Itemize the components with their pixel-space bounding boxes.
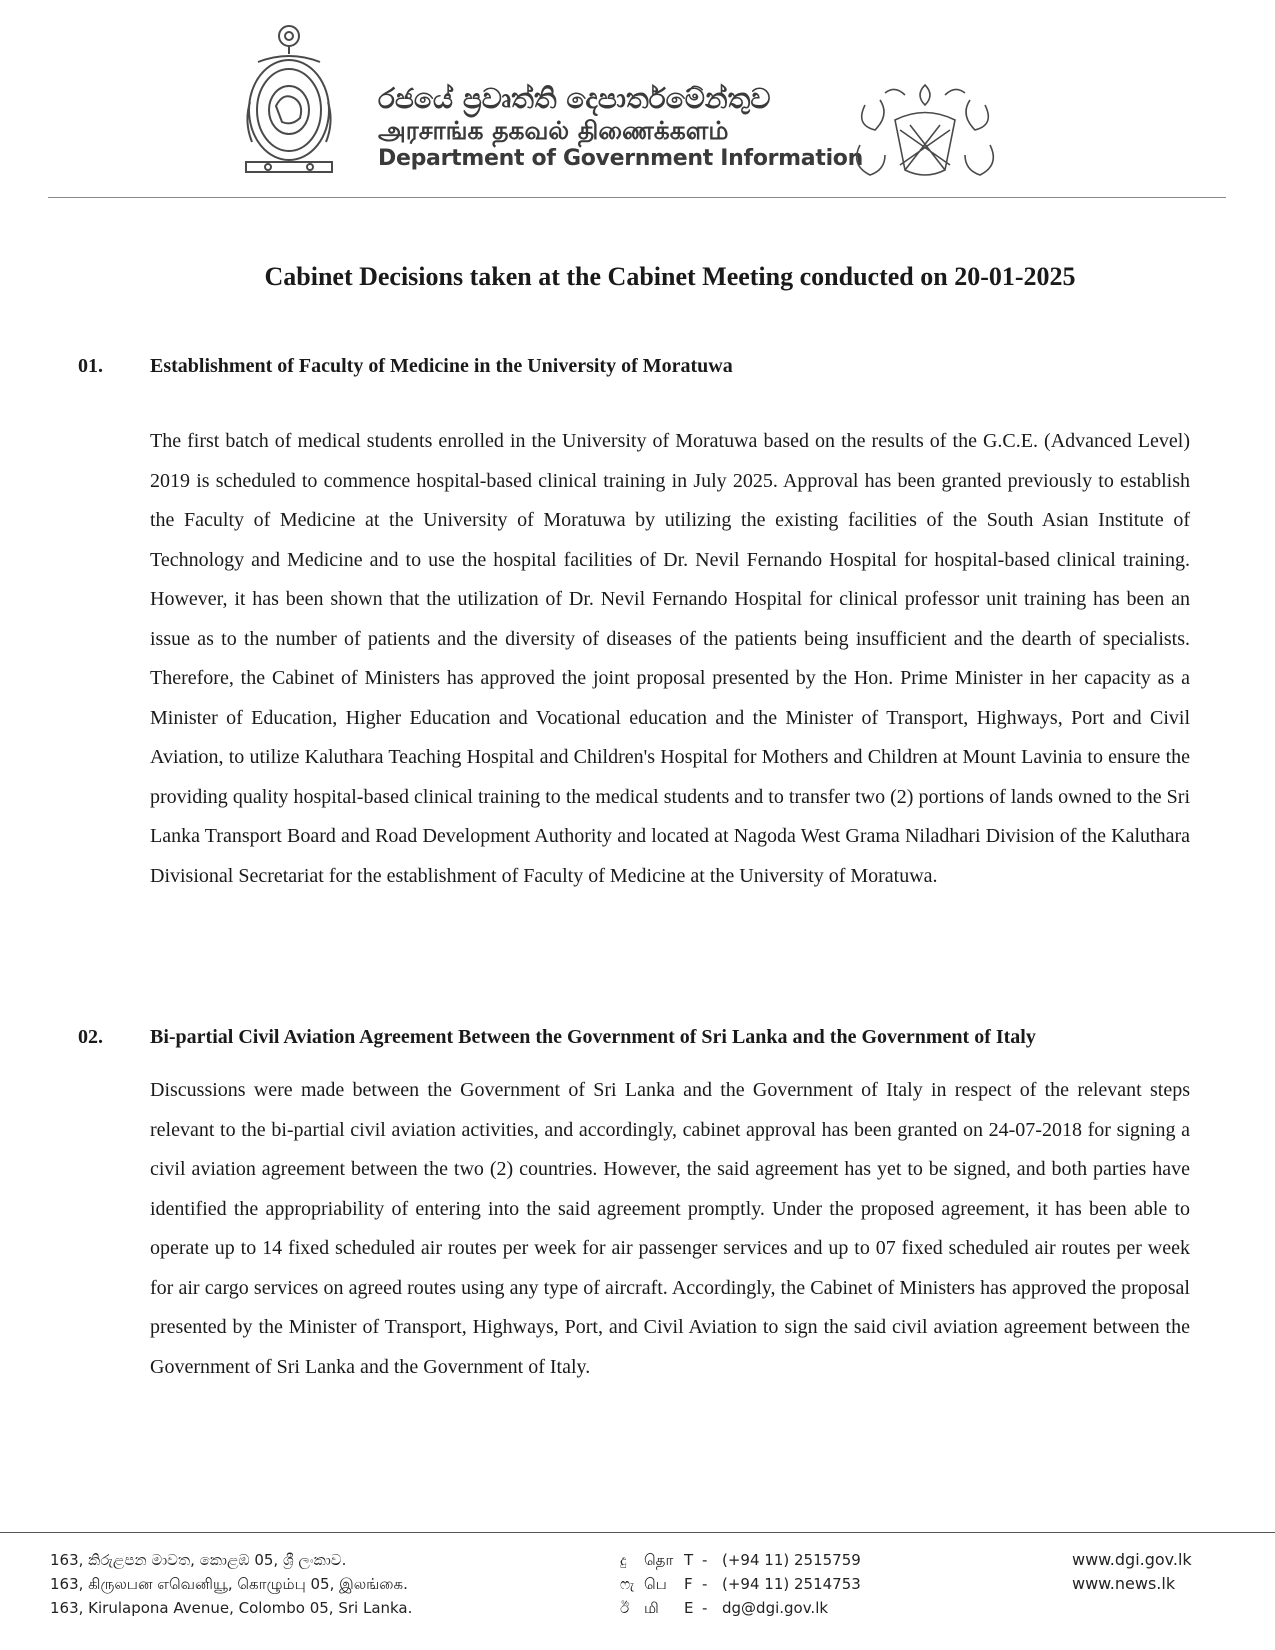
contact-label-sinhala: ඊ (620, 1599, 630, 1617)
section-body: Discussions were made between the Government of Sri Lanka and the Government of Italy in respect of the relevant steps relevant to the bi-partial civil aviation activities, and accordingly, cabinet approval has been granted on 24-07-2018 for signing a civil aviation agreement between the two (2) countries. However, the said agreement has yet to be signed, and both parties have identified the appropriability of entering into the said agreement promptly. Under the proposed agreement, it has been able to operate up to 14 fixed scheduled air routes per week for air passenger services and up to 07 fixed scheduled air routes per week for air cargo services on agreed routes using any type of aircraft. Accordingly, the Cabinet of Ministers has approved the proposal presented by the Minister of Transport, Highways, Port, and Civil Aviation to sign the said civil aviation agreement between the Government of Sri Lanka and the Government of Italy. (150, 1079, 1190, 1378)
contact-label-tamil: மி (644, 1599, 659, 1617)
department-name-sinhala: රජයේ ප්‍රවෘත්ති දෙපාර්තමේන්තුව (378, 82, 771, 115)
contact-email: ඊ மி E - dg@dgi.gov.lk (620, 1596, 920, 1620)
contact-label-english: T (684, 1551, 694, 1569)
decorative-ornament-icon (845, 75, 1005, 185)
contact-label-tamil: பெ (644, 1575, 667, 1593)
footer-contacts (620, 1548, 920, 1620)
sri-lanka-emblem-icon (238, 22, 340, 182)
contact-label-english: F (684, 1575, 693, 1593)
contact-label-sinhala: ෆැ (620, 1575, 635, 1593)
address-english: 163, Kirulapona Avenue, Colombo 05, Sri Lanka. (50, 1599, 413, 1617)
department-names (378, 82, 863, 172)
department-name-english: Department of Government Information (378, 145, 863, 171)
footer-address (50, 1548, 490, 1620)
contact-label-tamil: தொ (644, 1551, 674, 1569)
header-divider (48, 197, 1226, 198)
footer-divider (0, 1532, 1275, 1533)
address-tamil: 163, கிருலபன எவெனியூ, கொழும்பு 05, இலங்கை. (50, 1575, 408, 1593)
address-sinhala: 163, කිරුළපන මාවත, කොළඹ 05, ශ්‍රී ලංකාව. (50, 1551, 347, 1569)
section-heading: Establishment of Faculty of Medicine in the University of Moratuwa (150, 355, 733, 377)
telephone-number: (+94 11) 2515759 (722, 1551, 861, 1569)
contact-label-english: E (684, 1599, 694, 1617)
page-title: Cabinet Decisions taken at the Cabinet Meeting conducted on 20-01-2025 (264, 262, 1076, 291)
section-heading: Bi-partial Civil Aviation Agreement Between the Government of Sri Lanka and the Government of Italy (150, 1026, 1036, 1048)
footer-websites (1072, 1548, 1212, 1596)
email-address: dg@dgi.gov.lk (722, 1599, 829, 1617)
fax-number: (+94 11) 2514753 (722, 1575, 861, 1593)
contact-fax: ෆැ பெ F - (+94 11) 2514753 (620, 1572, 920, 1596)
contact-label-sinhala: දු (620, 1551, 627, 1569)
section-body: The first batch of medical students enrolled in the University of Moratuwa based on the results of the G.C.E. (Advanced Level) 2019 is scheduled to commence hospital-based clinical training in July 2025. Approval has been granted previously to establish the Faculty of Medicine at the University of Moratuwa by utilizing the existing facilities of the South Asian Institute of Technology and Medicine and to use the hospital facilities of Dr. Nevil Fernando Hospital for hospital-based clinical training. However, it has been shown that the utilization of Dr. Nevil Fernando Hospital for clinical professor unit training has been an issue as to the number of patients and the diversity of diseases of the patients being insufficient and the dearth of specialists. Therefore, the Cabinet of Ministers has approved the joint proposal presented by the Hon. Prime Minister in her capacity as a Minister of Education, Higher Education and Vocational education and the Minister of Transport, Highways, Port and Civil Aviation, to utilize Kaluthara Teaching Hospital and Children's Hospital for Mothers and Children at Mount Lavinia to ensure the providing quality hospital-based clinical training to the medical students and to transfer two (2) portions of lands owned to the Sri Lanka Transport Board and Road Development Authority and located at Nagoda West Grama Niladhari Division of the Kaluthara Divisional Secretariat for the establishment of Faculty of Medicine at the University of Moratuwa. (150, 430, 1190, 887)
department-name-tamil: அரசாங்க தகவல் திணைக்களம் (378, 115, 729, 145)
website-link[interactable]: www.dgi.gov.lk (1072, 1550, 1192, 1569)
website-link[interactable]: www.news.lk (1072, 1574, 1176, 1593)
section-number: 01. (78, 355, 103, 377)
letterhead (0, 0, 1275, 200)
section-number: 02. (78, 1026, 103, 1048)
contact-telephone: දු தொ T - (+94 11) 2515759 (620, 1548, 920, 1572)
